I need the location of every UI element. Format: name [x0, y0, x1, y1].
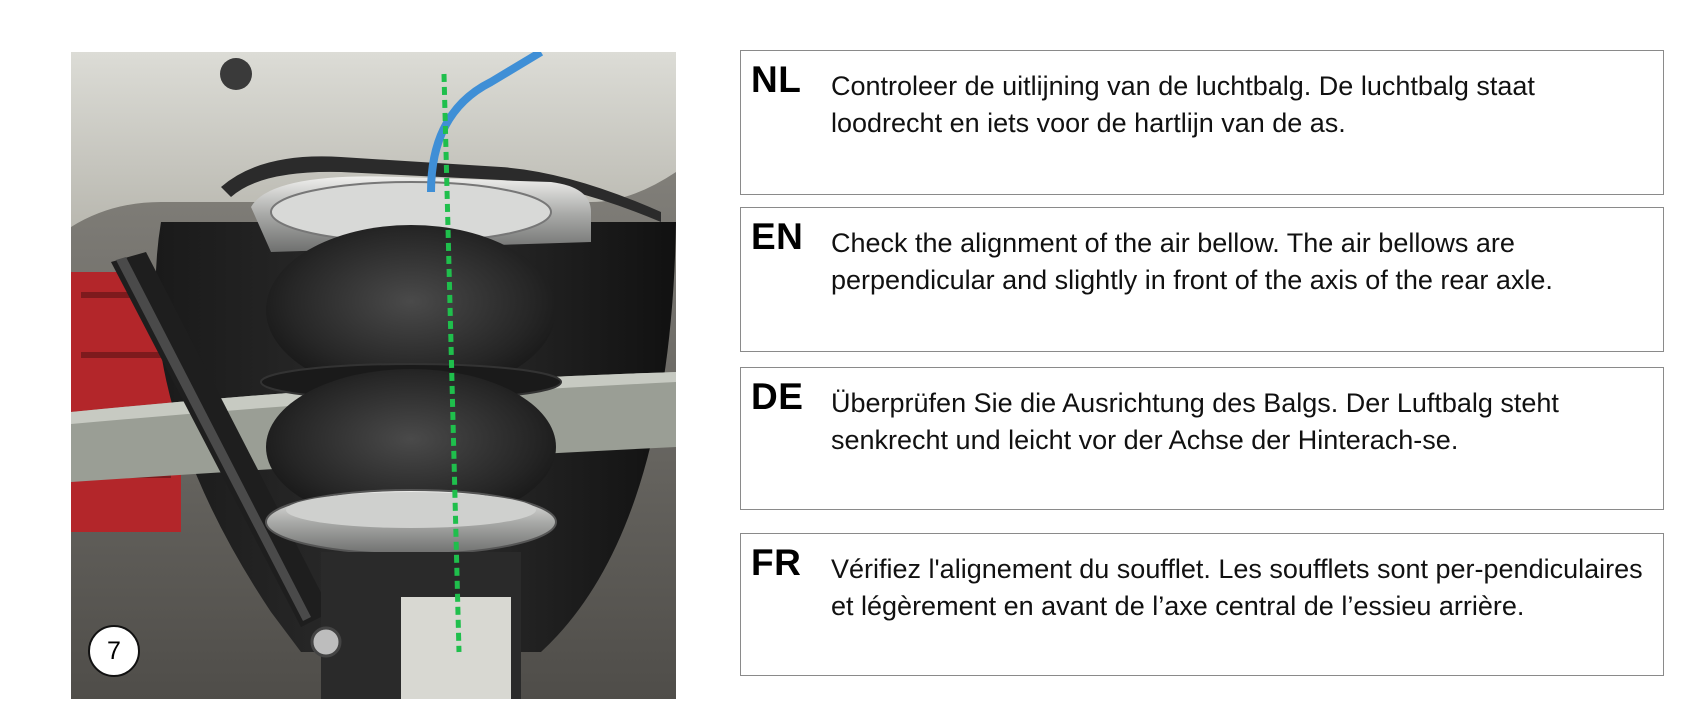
language-code: EN: [751, 216, 804, 257]
instruction-text: Überprüfen Sie die Ausrichtung des Balgs. Der Luftbalg steht senkrecht und leicht vor der Achse der Hinterach-se.: [831, 388, 1559, 455]
instruction-box-fr: [740, 533, 1664, 676]
instruction-box-de: [740, 367, 1664, 510]
language-code: FR: [751, 542, 802, 583]
instruction-text: Check the alignment of the air bellow. The air bellows are perpendicular and slightly in front of the axis of the rear axle.: [831, 228, 1553, 295]
step-number-badge: 7: [88, 625, 140, 677]
instruction-box-nl: [740, 50, 1664, 195]
instruction-text: Vérifiez l'alignement du soufflet. Les soufflets sont per-pendiculaires et légèrement en avant de l’axe central de l’essieu arrière.: [831, 554, 1643, 621]
language-code: NL: [751, 59, 802, 100]
instruction-text: Controleer de uitlijning van de luchtbalg. De luchtbalg staat loodrecht en iets voor de hartlijn van de as.: [831, 71, 1535, 138]
language-code: DE: [751, 376, 804, 417]
air-bellow-illustration: [71, 52, 676, 699]
instruction-box-en: [740, 207, 1664, 352]
air-bellow-photo: [71, 52, 676, 699]
